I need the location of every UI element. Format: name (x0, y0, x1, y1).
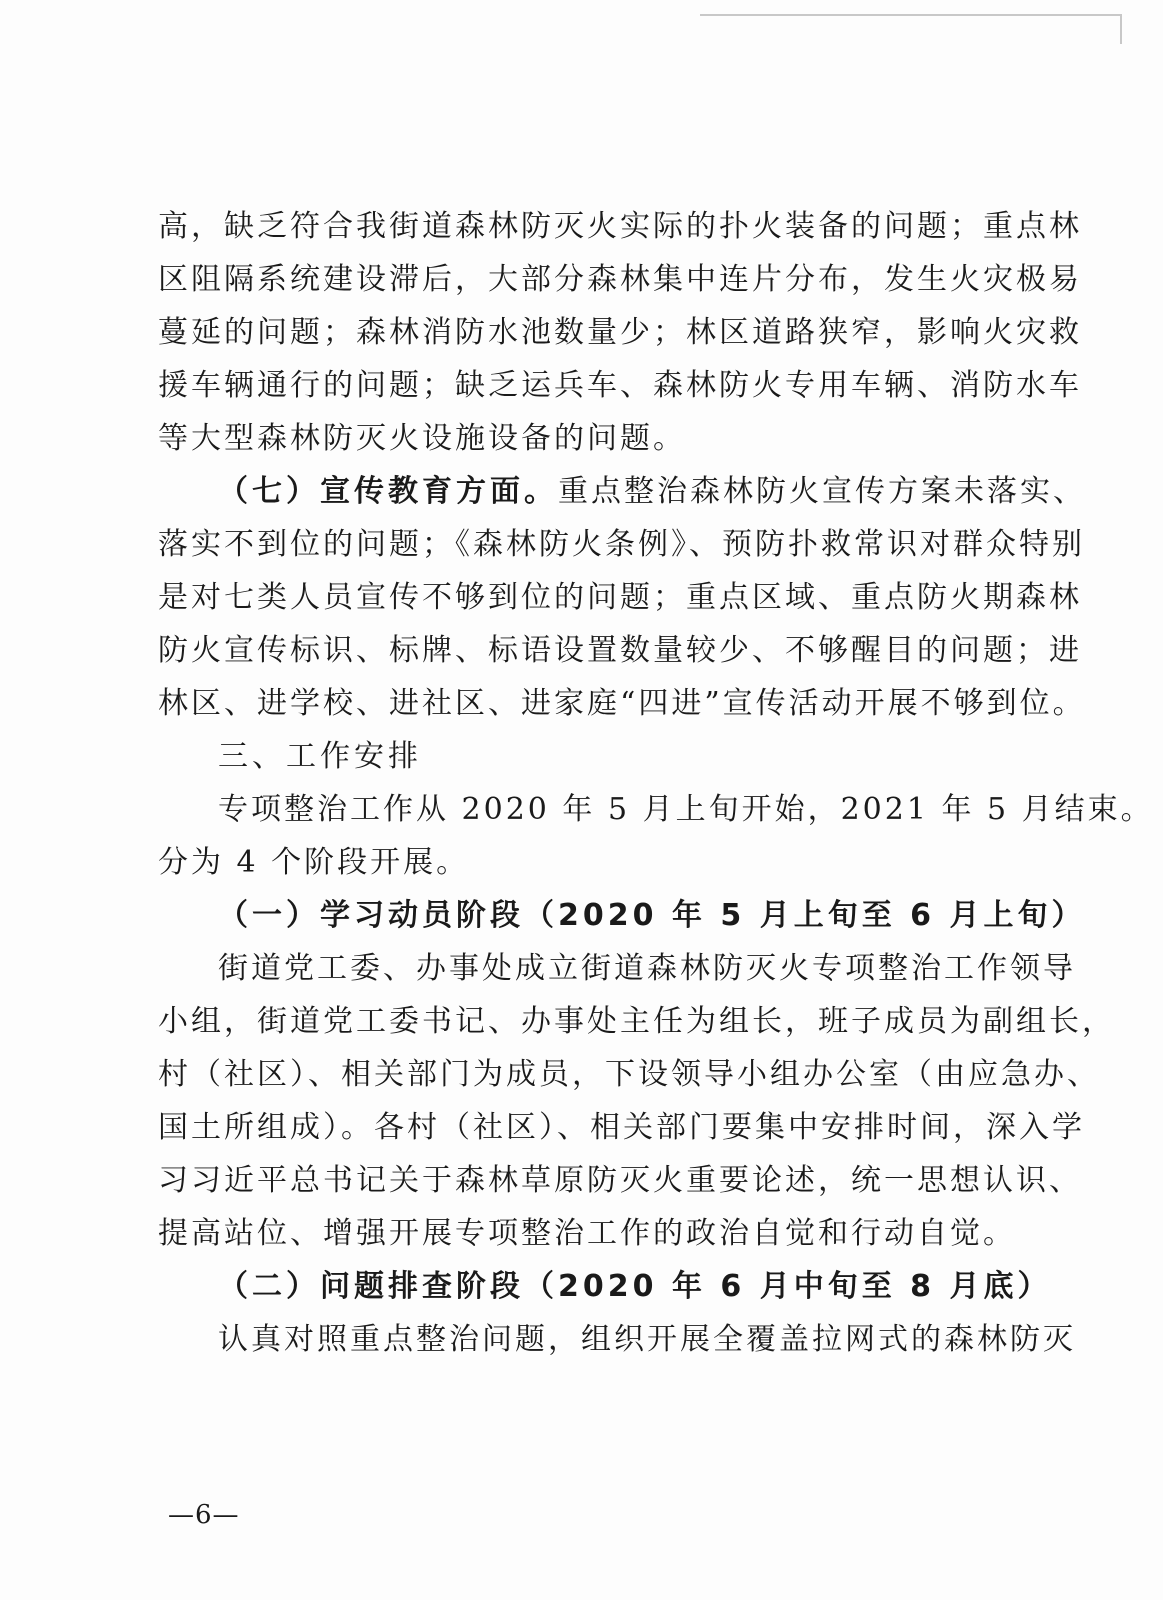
phase1-heading: （一）学习动员阶段（2020 年 5 月上旬至 6 月上旬） (218, 898, 1086, 933)
body-line: 等大型森林防灭火设施设备的问题。 (158, 421, 686, 456)
body-line: 习习近平总书记关于森林草原防灭火重要论述，统一思想认识、 (158, 1163, 1082, 1198)
body-line: 蔓延的问题；森林消防水池数量少；林区道路狭窄，影响火灾救 (158, 315, 1082, 350)
body-line: 分为 4 个阶段开展。 (158, 845, 470, 880)
body-line: 提高站位、增强开展专项整治工作的政治自觉和行动自觉。 (158, 1216, 1016, 1251)
body-line: 国土所组成）。各村（社区）、相关部门要集中安排时间，深入学 (158, 1110, 1085, 1145)
section7-title: （七）宣传教育方面。 (218, 474, 558, 509)
phase2-heading: （二）问题排查阶段（2020 年 6 月中旬至 8 月底） (218, 1269, 1052, 1304)
body-line: 林区、进学校、进社区、进家庭“四进”宣传活动开展不够到位。 (158, 686, 1086, 721)
body-line: 高，缺乏符合我街道森林防灭火实际的扑火装备的问题；重点林 (158, 209, 1082, 244)
section7-first-rest: 重点整治森林防火宣传方案未落实、 (558, 474, 1086, 509)
body-line: 村（社区）、相关部门为成员，下设领导小组办公室（由应急办、 (158, 1057, 1100, 1092)
body-line: 援车辆通行的问题；缺乏运兵车、森林防火专用车辆、消防水车 (158, 368, 1082, 403)
section3-heading: 三、工作安排 (218, 739, 422, 774)
body-line: 专项整治工作从 2020 年 5 月上旬开始，2021 年 5 月结束。 (218, 792, 1154, 827)
body-line: 落实不到位的问题；《森林防火条例》、预防扑救常识对群众特别 (158, 527, 1085, 562)
page-number: —6— (168, 1500, 240, 1530)
body-line: 街道党工委、办事处成立街道森林防灭火专项整治工作领导 (218, 951, 1076, 986)
body-line: 区阻隔系统建设滞后，大部分森林集中连片分布，发生火灾极易 (158, 262, 1082, 297)
scan-edge-top (700, 14, 1120, 16)
section7-first-line (158, 465, 1086, 518)
document-body (158, 200, 1154, 1366)
scan-edge-right (1120, 14, 1122, 44)
body-line: 小组，街道党工委书记、办事处主任为组长，班子成员为副组长， (158, 1004, 1115, 1039)
body-line: 认真对照重点整治问题，组织开展全覆盖拉网式的森林防灭 (218, 1322, 1076, 1357)
body-line: 是对七类人员宣传不够到位的问题；重点区域、重点防火期森林 (158, 580, 1082, 615)
body-line: 防火宣传标识、标牌、标语设置数量较少、不够醒目的问题；进 (158, 633, 1082, 668)
